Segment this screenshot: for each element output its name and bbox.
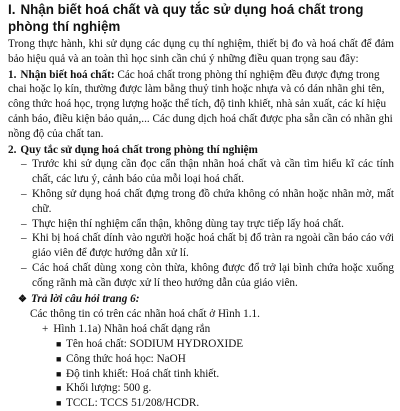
dash-bullet-icon: – [21,187,27,200]
rule-text: Trước khi sử dụng cần đọc cẩn thận nhãn hoá chất và cần tìm hiểu kĩ các tính chất, các lưu ý, cảnh báo của mỗi loại hoá chất. [32,158,394,186]
rule-text: Các hoá chất dùng xong còn thừa, không được đổ trở lại bình chứa hoặc xuống cống rãnh mà cần được xử lí theo hướng dẫn của giáo viên. [32,261,394,289]
answer-heading [8,292,394,308]
rule-item [8,231,394,261]
rule-item [8,217,394,232]
part1-text: Các hoá chất trong phòng thí nghiệm đều được đựng trong chai hoặc lọ kín, thường được làm bằng thuỷ tinh hoặc nhựa và có dán nhãn ghi tên, công thức hoá học, trọng lượng hoặc thể tích, độ tinh khiết, nhà sản xuất, các kí hiệu cảnh báo, điều kiện bảo quản,... Các dung dịch hoá chất được pha sẵn cần có nhãn ghi nồng độ của chất tan. [8,68,393,140]
label-info-item [8,381,394,396]
part2-heading [8,143,394,158]
square-bullet-icon: ■ [56,338,62,349]
section-title-text: Nhận biết hoá chất và quy tắc sử dụng hoá chất trong phòng thí nghiệm [8,2,364,34]
square-bullet-icon: ■ [56,368,62,379]
answer-heading-text: Trả lời câu hỏi trang 6: [30,292,140,305]
label-info-text: Khối lượng: 500 g. [66,382,152,395]
part2-number: 2. [8,143,17,156]
rule-text: Không sử dụng hoá chất đựng trong đồ chứa không có nhãn hoặc nhãn mờ, mất chữ. [32,187,394,215]
intro-paragraph: Trong thực hành, khi sử dụng các dụng cụ thí nghiệm, thiết bị đo và hoá chất để đảm bảo hiệu quả và an toàn thì học sinh cần chú ý những điều quan trọng sau đây: [8,38,394,65]
plus-bullet-icon: + [42,323,49,336]
dash-bullet-icon: – [21,217,27,230]
part2-heading-text: Quy tắc sử dụng hoá chất trong phòng thí nghiệm [20,143,258,156]
label-info-text: Công thức hoá học: NaOH [66,352,186,365]
label-info-text: Tên hoá chất: SODIUM HYDROXIDE [66,337,244,350]
dash-bullet-icon: – [21,261,27,274]
label-info-item [8,337,394,352]
answer-prompt: Các thông tin có trên các nhãn hoá chất ở Hình 1.1. [30,308,260,321]
label-info-item [8,367,394,382]
square-bullet-icon: ■ [56,353,62,364]
figure-label: Hình 1.1a) Nhãn hoá chất dạng rắn [53,323,211,336]
section-number: I. [8,2,16,17]
rule-item [8,157,394,187]
rule-item [8,187,394,217]
rule-text: Khi bị hoá chất dính vào người hoặc hoá chất bị đổ tràn ra ngoài cần báo cáo với giáo viên để được hướng dẫn xử lí. [32,232,394,260]
label-info-item [8,396,394,411]
section-title [8,2,394,35]
label-info-text: Độ tinh khiết: Hoá chất tinh khiết. [66,367,220,380]
document-page [0,2,400,410]
part1-number: 1. [8,68,17,81]
label-info-item [8,352,394,367]
dash-bullet-icon: – [21,232,27,245]
dash-bullet-icon: – [21,158,27,171]
square-bullet-icon: ■ [56,383,62,394]
figure-label-row [8,322,394,337]
diamond-bullet-icon: ❖ [18,293,27,305]
rule-item [8,261,394,291]
part1-heading-text: Nhận biết hoá chất: [20,68,115,81]
rule-text: Thực hiện thí nghiệm cẩn thận, không dùng tay trực tiếp lấy hoá chất. [32,217,344,230]
label-info-text: TCCL: TCCS 51/208/HCDR. [66,397,200,410]
part1-heading [8,68,394,142]
square-bullet-icon: ■ [56,398,62,409]
